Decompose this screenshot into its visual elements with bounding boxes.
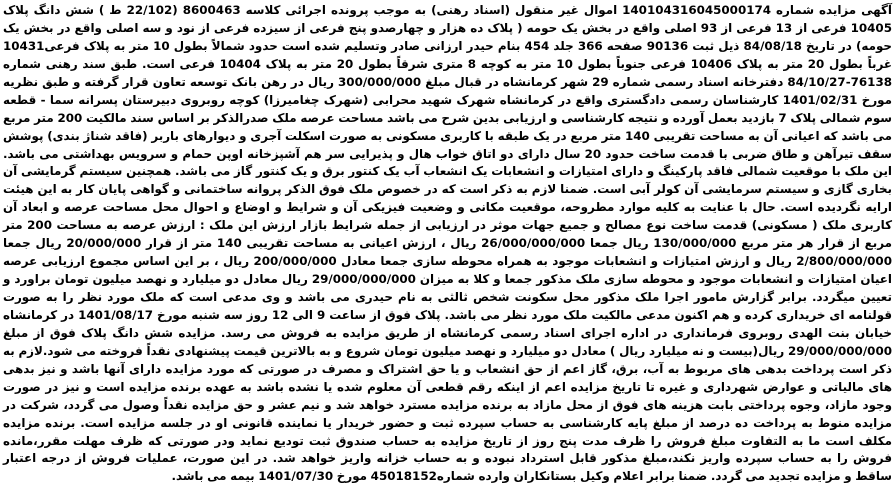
auction-notice-text: آگهی مزایده شماره 140104316045000174 اموال غیر منقول (اسناد رهنی) به موجب پرونده اجرائی کلاسه 8600463 (22/102 ط ) شش دانگ پلاک 10405 فرعی از 13 فرعی از 93 اصلی واقع در بخش یک حومه ( پلاک ده هزار و چهارصدو پنج فرعی از سیزده فرعی از نود و سه اصلی واقع در بخش یک حومه) در تاریخ 84/08/18 ذیل ثبت 90136 صفحه 366 جلد 454 بنام حیدر ارزانی صادر وتسلیم شده است حدود شمالاً بطول 10 متر به پلاک فرعی10431 غرباً بطول 20 متر به پلاک 10406 فرعی جنوباً بطول 10 متر به کوچه 8 متری شرقاً بطول 20 متر به پلاک 10404 فرعی است. طبق سند رهنی شماره 76138-84/10/27 دفترخانه اسناد رسمی شماره 29 شهر کرمانشاه در قبال مبلغ 300/000/000 ریال در رهن بانک توسعه تعاون قرار گرفته و طبق نظریه مورخ 1401/02/31 کارشناسان رسمی دادگستری واقع در کرمانشاه شهرک شهید محرابی (شهرک چغامیرزا) کوچه روبروی دبیرستان پسرانه سما - قطعه سوم شمالی پلاک 7 بازدید بعمل آورده و نتیجه کارشناسی و ارزیابی بدین شرح می باشد مساحت عرصه ملک صدرالذکر بر اساس سند مالکیت 200 متر مربع می باشد که اعیانی آن به مساحت تقریبی 140 متر مربع در یک طبقه با کاربری مسکونی به صورت اسکلت آجری و دیوارهای باربر (فاقد شناژ بندی) پوشش سقف تیرآهن و طاق ضربی با قدمت ساخت حدود 20 سال دارای دو اتاق خواب هال و پذیرایی سر هم آشپزخانه اوپن حمام و سرویس بهداشتی می باشد. این ملک با موقعیت شمالی فاقد پارکینگ و دارای امتیازات و انشعابات یک انشعاب آب یک کنتور برق و یک کنتور گاز می باشد. همچنین سیستم گرمایشی آن بخاری گازی و سیستم سرمایشی آن کولر آبی است. ضمنا لازم به ذکر است که در خصوص ملک فوق الذکر پروانه ساختمانی و گواهی پایان کار به این هیئت ارایه نگردیده است. حال با عنایت به کلیه موارد مطروحه، موقعیت مکانی و وضعیت فیزیکی آن و شرایط و اوضاع و احوال محل مساحت عرصه و ابعاد آن کاربری ملک ( مسکونی) قدمت ساخت نوع مصالح و جمیع جهات موثر در ارزیابی از جمله شرایط بازار ارزش این ملک : ارزش عرصه به مساحت 200 متر مربع از قرار هر متر مربع 130/000/000 ریال جمعا 26/000/000/000 ریال ، ارزش اعیانی به مساحت تقریبی 140 متر از قرار 20/000/000 ریال جمعا 2/800/000/000 ریال و ارزش امتیازات و انشعابات موجود به همراه محوطه سازی جمعا معادل 200/000/000 ریال ، بر این اساس مجموع ارزیابی عرصه اعیان امتیازات و انشعابات موجود و محوطه سازی ملک مذکور جمعا و کلا به میزان 29/000/000/000 ریال معادل دو میلیارد و نهصد میلیون تومان براورد و تعیین میگردد. برابر گزارش مامور اجرا ملک مذکور محل سکونت شخص ثالثی به نام حیدری می باشد و وی مدعی است که ملک مورد نظر را به صورت قولنامه ای خریداری کرده و هم اکنون مدعی مالکیت ملک مورد نظر می باشد. پلاک فوق از ساعت 9 الی 12 روز سه شنبه مورخ 1401/08/17 در کرمانشاه خیابان بنت الهدی روبروی فرمانداری در اداره اجرای اسناد رسمی کرمانشاه از طریق مزایده به فروش می رسد. مزایده شش دانگ پلاک فوق از مبلغ 29/000/000/000 ریال(بیست و نه میلیارد ریال ) معادل دو میلیارد و نهصد میلیون تومان شروع و به بالاترین قیمت پیشنهادی نقداً فروخته می شود.لازم به ذکر است پرداخت بدهی های مربوط به آب، برق، گاز اعم از حق انشعاب و یا حق اشتراک و مصرف در صورتی که مورد مزایده دارای آنها باشد و نیز بدهی های مالیاتی و عوارض شهرداری و غیره تا تاریخ مزایده اعم از اینکه رقم قطعی آن معلوم شده یا نشده باشد به عهده برنده مزایده است و نیز در صورت وجود مازاد، وجوه پرداختی بابت هزینه های فوق از محل مازاد به برنده مزایده مسترد خواهد شد و نیم عشر و حق مزایده نقداً وصول می گردد، شرکت در مزایده منوط به پرداخت ده درصد از مبلغ پایه کارشناسی به حساب سپرده ثبت و حضور خریدار یا نماینده قانونی او در جلسه مزایده است. برنده مزایده مکلف است ما به التفاوت مبلغ فروش را ظرف مدت پنج روز از تاریخ مزایده به حساب صندوق ثبت تودیع نماید ودر صورتی که ظرف مهلت مقرر،مانده فروش را به حساب سپرده واریز نکند،مبلغ مذکور قابل استرداد نبوده و به حساب خزانه واریز خواهد شد. در این صورت، عملیات فروش از درجه اعتبار ساقط و مزایده تجدید می گردد. ضمنا برابر اعلام وکیل بستانکاران وارده شماره45018152 مورخ 1401/07/30 بیمه می باشد. xyxy=(3,3,893,484)
